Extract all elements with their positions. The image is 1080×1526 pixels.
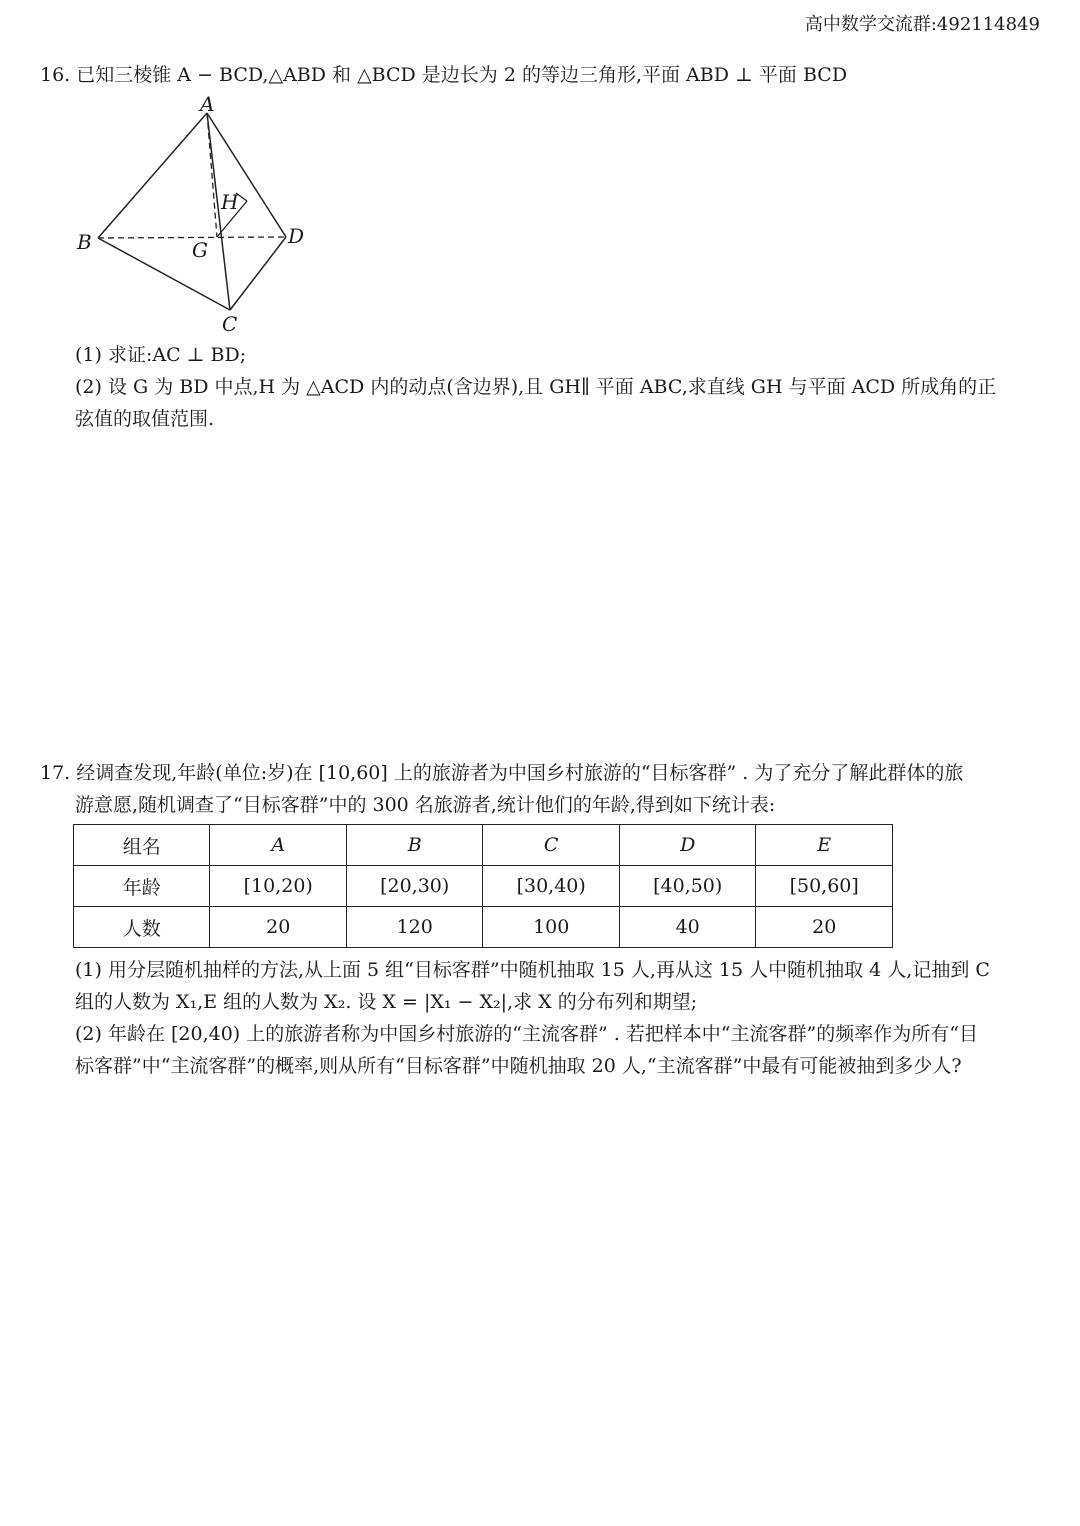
edge-dc — [230, 237, 286, 310]
q17-part2-line2: 标客群”中“主流客群”的概率,则从所有“目标客群”中随机抽取 20 人,“主流客群”中最有可能被抽到多少人? — [75, 1055, 962, 1077]
count-c: 100 — [483, 907, 619, 948]
q16-part2-line2: 弦值的取值范围. — [75, 408, 215, 430]
edge-ag — [207, 113, 217, 237]
q17-stem-line2: 游意愿,随机调查了“目标客群”中的 300 名旅游者,统计他们的年龄,得到如下统计表: — [75, 794, 776, 816]
label-h: H — [221, 190, 239, 214]
count-d: 40 — [619, 907, 755, 948]
q17-stem-line1: 17. 经调查发现,年龄(单位:岁)在 [10,60] 上的旅游者为中国乡村旅游的“目标客群” . 为了充分了解此群体的旅 — [40, 762, 964, 784]
label-b: B — [77, 230, 92, 254]
edge-bc — [98, 238, 230, 310]
q17-part1-line1: (1) 用分层随机抽样的方法,从上面 5 组“目标客群”中随机抽取 15 人,再从这 15 人中随机抽取 4 人,记抽到 C — [75, 959, 990, 981]
group-a: A — [210, 825, 346, 866]
label-d: D — [288, 224, 305, 248]
q17-part2-line1: (2) 年龄在 [20,40) 上的旅游者称为中国乡村旅游的“主流客群” . 若把样本中“主流客群”的频率作为所有“目 — [75, 1023, 978, 1045]
pyramid-figure — [70, 95, 330, 345]
age-d: [40,50) — [619, 866, 755, 907]
label-a: A — [200, 95, 215, 116]
group-e: E — [756, 825, 893, 866]
row-label-age: 年龄 — [74, 866, 210, 907]
group-c: C — [483, 825, 619, 866]
q16-part2-line1: (2) 设 G 为 BD 中点,H 为 △ACD 内的动点(含边界),且 GH∥ 平面 ABC,求直线 GH 与平面 ACD 所成角的正 — [75, 376, 997, 398]
age-c: [30,40) — [483, 866, 619, 907]
age-b: [20,30) — [346, 866, 482, 907]
group-d: D — [619, 825, 755, 866]
count-a: 20 — [210, 907, 346, 948]
age-statistics-table — [73, 824, 893, 948]
label-g: G — [192, 238, 208, 262]
table-row-age — [74, 866, 893, 907]
group-info: 高中数学交流群:492114849 — [804, 14, 1040, 35]
edge-ab — [98, 113, 207, 238]
table-row-count — [74, 907, 893, 948]
count-b: 120 — [346, 907, 482, 948]
row-label-count: 人数 — [74, 907, 210, 948]
table-row-group — [74, 825, 893, 866]
age-a: [10,20) — [210, 866, 346, 907]
group-b: B — [346, 825, 482, 866]
count-e: 20 — [756, 907, 893, 948]
q16-stem: 16. 已知三棱锥 A − BCD,△ABD 和 △BCD 是边长为 2 的等边三角形,平面 ABD ⊥ 平面 BCD — [40, 64, 848, 86]
q16-part1: (1) 求证:AC ⊥ BD; — [75, 344, 247, 366]
label-c: C — [222, 312, 238, 336]
age-e: [50,60] — [756, 866, 893, 907]
row-label-group: 组名 — [74, 825, 210, 866]
q17-part1-line2: 组的人数为 X₁,E 组的人数为 X₂. 设 X = |X₁ − X₂|,求 X 的分布列和期望; — [75, 991, 698, 1013]
